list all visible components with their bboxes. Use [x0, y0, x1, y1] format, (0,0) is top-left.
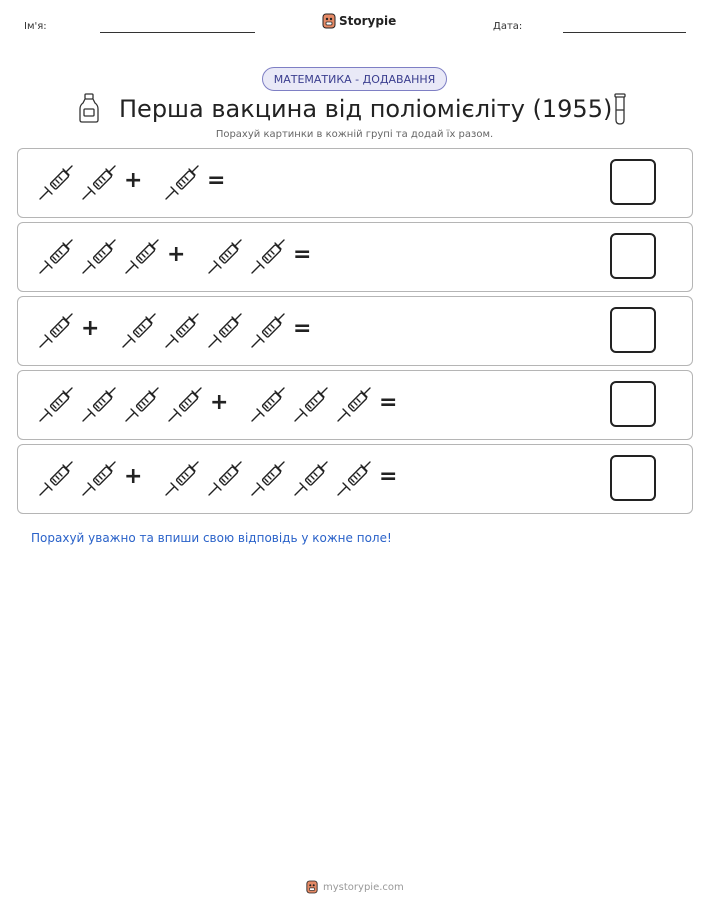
syringe-icon [162, 311, 202, 351]
problem-row [17, 444, 693, 514]
syringe-icon [205, 459, 245, 499]
subject-badge: МАТЕМАТИКА - ДОДАВАННЯ [262, 67, 447, 91]
plus-sign: + [124, 464, 143, 489]
syringe-icon [248, 459, 288, 499]
syringe-icon [122, 237, 162, 277]
brand-name: Storypie [339, 14, 397, 28]
syringe-icon [36, 311, 76, 351]
syringe-icon [291, 385, 331, 425]
equals-sign: = [379, 390, 398, 415]
syringe-icon [334, 385, 374, 425]
footer-brand [306, 880, 404, 894]
syringe-icon [205, 311, 245, 351]
problem-row [17, 370, 693, 440]
syringe-icon [36, 163, 76, 203]
plus-sign: + [124, 168, 143, 193]
syringe-icon [248, 237, 288, 277]
name-label: Ім'я: [24, 21, 47, 32]
syringe-icon [248, 385, 288, 425]
brand-logo [322, 13, 396, 29]
problem-row [17, 148, 693, 218]
name-field[interactable] [100, 32, 255, 33]
instruction-text: Порахуй картинки в кожній групі та додай їх разом. [215, 129, 494, 140]
syringe-icon [162, 459, 202, 499]
syringe-icon [162, 163, 202, 203]
title-row [0, 90, 709, 130]
date-field[interactable] [563, 32, 686, 33]
syringe-icon [36, 385, 76, 425]
footer-note: Порахуй уважно та впиши свою відповідь у кожне поле! [31, 531, 392, 545]
answer-box[interactable] [610, 381, 656, 427]
footer-url: mystorypie.com [323, 881, 404, 893]
syringe-icon [205, 237, 245, 277]
plus-sign: + [167, 242, 186, 267]
storypie-mascot-icon [322, 13, 336, 29]
syringe-icon [79, 459, 119, 499]
date-label: Дата: [493, 21, 523, 32]
answer-box[interactable] [610, 455, 656, 501]
syringe-icon [79, 237, 119, 277]
plus-sign: + [81, 316, 100, 341]
syringe-icon [119, 311, 159, 351]
syringe-icon [291, 459, 331, 499]
syringe-icon [248, 311, 288, 351]
equals-sign: = [293, 242, 312, 267]
answer-box[interactable] [610, 159, 656, 205]
bottle-icon [78, 92, 100, 124]
syringe-icon [36, 237, 76, 277]
answer-box[interactable] [610, 307, 656, 353]
answer-box[interactable] [610, 233, 656, 279]
syringe-icon [165, 385, 205, 425]
syringe-icon [79, 385, 119, 425]
equals-sign: = [293, 316, 312, 341]
storypie-mascot-icon [306, 880, 318, 894]
problem-row [17, 222, 693, 292]
syringe-icon [36, 459, 76, 499]
syringe-icon [334, 459, 374, 499]
equals-sign: = [207, 168, 226, 193]
syringe-icon [79, 163, 119, 203]
test-tube-icon [612, 92, 628, 126]
worksheet-header [0, 0, 709, 48]
syringe-icon [122, 385, 162, 425]
problem-row [17, 296, 693, 366]
page-title: Перша вакцина від поліомієліту (1955) [119, 95, 613, 123]
equals-sign: = [379, 464, 398, 489]
plus-sign: + [210, 390, 229, 415]
